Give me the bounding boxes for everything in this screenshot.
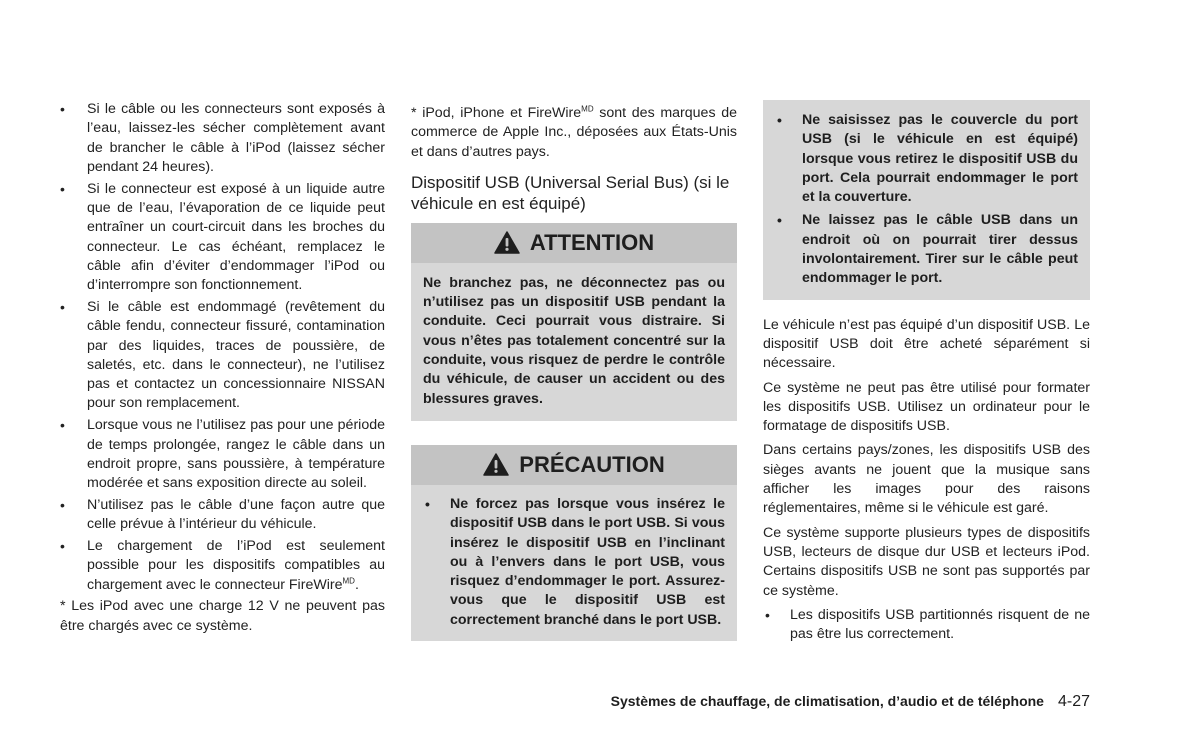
bullet-list — [763, 606, 1090, 645]
warning-triangle-icon — [494, 231, 520, 254]
attention-text: Ne branchez pas, ne déconnectez pas ou n’utilisez pas un dispositif USB pendant la conduite. Ceci pourrait vous distraire. Si vous n’êtes pas totalement concentré sur la conduite, vous risquez de perdre le contrôle du véhicule, de causer un accident ou des blessures graves. — [423, 274, 725, 407]
column-1 — [60, 100, 385, 641]
trademark-note — [411, 104, 737, 162]
list-item-end: . — [354, 576, 359, 593]
list-item: • N’utilisez pas le câble d’une façon autre que celle prévue à l’intérieur du véhicule. — [60, 496, 385, 535]
paragraph: Dans certains pays/zones, les dispositifs USB des sièges avants ne jouent que la musique sans afficher les images pour des raisons réglementaires, même si le véhicule est garé. — [763, 442, 1090, 517]
trademark-superscript: MD — [342, 575, 355, 585]
list-item: • Ne laissez pas le câble USB dans un endroit où on pourrait tirer dessus involontairement. Tirer sur le câble peut endommager le port. — [775, 211, 1078, 288]
attention-box — [411, 223, 737, 421]
trademark-superscript: MD — [581, 104, 594, 114]
column-3 — [763, 100, 1090, 647]
caution-title-bar — [411, 445, 737, 485]
list-item-text: Le chargement de l’iPod est seulement possible pour les dispositifs compatibles au chargement avec le connecteur FireWire — [87, 538, 385, 593]
list-item: • Ne saisissez pas le couvercle du port USB (si le véhicule en est équipé) lorsque vous retirez le dispositif USB du port. Cela pourrait endommager le port et la couverture. — [775, 111, 1078, 207]
list-item: • Si le câble ou les connecteurs sont exposés à l’eau, laissez-les sécher complètement avant de brancher le câble à l’iPod (laissez sécher pendant 24 heures). — [60, 100, 385, 177]
charge-note: * Les iPod avec une charge 12 V ne peuvent pas être chargés avec ce système. — [60, 598, 385, 634]
trademark-note-start: * iPod, iPhone et FireWire — [411, 105, 582, 121]
caution-bullet-list — [775, 111, 1078, 289]
caution-continued-box — [763, 100, 1090, 300]
list-item: • Lorsque vous ne l’utilisez pas pour une période de temps prolongée, rangez le câble dans un endroit propre, sans poussière, à température modérée et sans exposition directe au soleil. — [60, 416, 385, 493]
list-item: • Les dispositifs USB partitionnés risquent de ne pas être lus correctement. — [763, 606, 1090, 645]
list-item: • Si le câble est endommagé (revêtement du câble fendu, connecteur fissuré, contamination par des liquides, traces de poussière, de saletés, etc. dans le connecteur), ne l’utilisez pas et contactez un concessionnaire NISSAN pour son remplacement. — [60, 298, 385, 414]
attention-title-bar — [411, 223, 737, 263]
list-item: • Si le connecteur est exposé à un liquide autre que de l’eau, l’évaporation de ce liquide peut entraîner un court-circuit dans les broches du connecteur. Le cas échéant, remplacez le câble afin d’éviter d’endommager l’iPod ou d’interrompre son fonctionnement. — [60, 180, 385, 296]
usb-info — [763, 316, 1090, 645]
paragraph: Ce système supporte plusieurs types de dispositifs USB, lecteurs de disque dur USB et lecteurs iPod. Certains dispositifs USB ne sont pas supportés par ce système. — [763, 524, 1090, 599]
paragraph: Le véhicule n’est pas équipé d’un dispositif USB. Le dispositif USB doit être acheté séparément si nécessaire. — [763, 316, 1090, 372]
page-footer — [0, 693, 1090, 711]
section-heading: Dispositif USB (Universal Serial Bus) (si le véhicule en est équipé) — [411, 172, 730, 213]
caution-title: PRÉCAUTION — [519, 451, 665, 477]
caution-box — [411, 445, 737, 641]
caution-body — [411, 485, 737, 641]
trademark-note-end: sont des marques de commerce de Apple Inc., déposées aux États-Unis et dans d’autres pays. — [411, 105, 737, 160]
section-title: Systèmes de chauffage, de climatisation, d’audio et de téléphone — [610, 693, 1044, 709]
attention-title: ATTENTION — [529, 229, 655, 255]
bullet-list — [60, 100, 385, 595]
caution-bullet-list — [423, 495, 725, 630]
column-2 — [411, 104, 737, 641]
list-item: • Ne forcez pas lorsque vous insérez le dispositif USB dans le port USB. Si vous insérez le dispositif USB en l’inclinant ou à l’envers dans le port USB, vous risquez d’endommager le port. Assurez-vous que le dispositif USB est correctement branché dans le port USB. — [423, 495, 725, 630]
list-item — [60, 537, 385, 595]
paragraph: Ce système ne peut pas être utilisé pour formater les dispositifs USB. Utilisez un ordinateur pour le formatage de dispositifs USB. — [763, 379, 1090, 435]
warning-triangle-icon — [483, 453, 509, 476]
page-number: 4-27 — [1057, 693, 1090, 710]
